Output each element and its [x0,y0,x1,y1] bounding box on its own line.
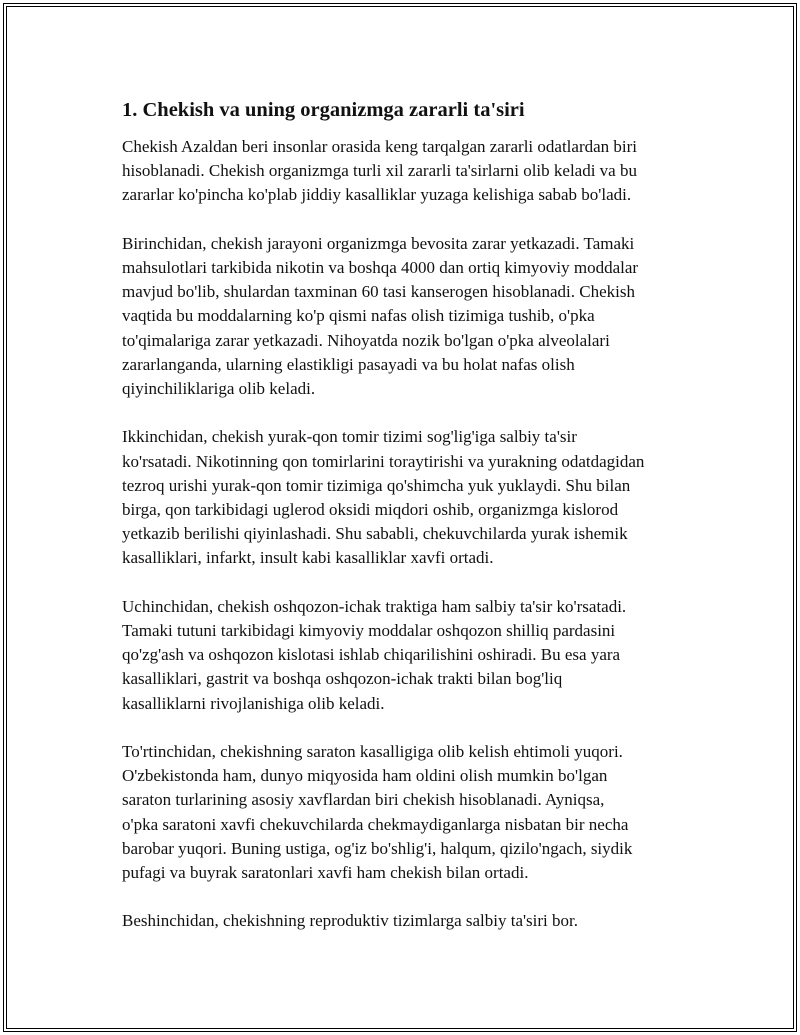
document-page [3,3,797,1032]
text-line: barobar yuqori. Buning ustiga, og'iz bo'shlig'i, halqum, qizilo'ngach, siydik [122,838,633,858]
text-line: kasalliklari, infarkt, insult kabi kasalliklar xavfi ortadi. [122,548,494,568]
text-line: Birinchidan, chekish jarayoni organizmga bevosita zarar yetkazadi. Tamaki [122,233,635,253]
paragraph-intro [122,135,692,208]
text-line: saraton turlarining asosiy xavflardan biri chekish hisoblanadi. Ayniqsa, [122,790,605,810]
text-line: birga, qon tarkibidagi uglerod oksidi miqdori oshib, organizmga kislorod [122,500,619,520]
paragraph-fifth [122,909,692,933]
text-line: Beshinchidan, chekishning reproduktiv tizimlarga salbiy ta'siri bor. [122,911,578,931]
paragraph-fourth [122,740,692,885]
paragraph-first [122,232,692,401]
text-line: O'zbekistonda ham, dunyo miqyosida ham oldini olish mumkin bo'lgan [122,766,608,786]
text-line: yetkazib berilishi qiyinlashadi. Shu sababli, chekuvchilarda yurak ishemik [122,524,628,544]
text-line: zararlanganda, ularning elastikligi pasayadi va bu holat nafas olish [122,354,575,374]
paragraph-third [122,595,692,716]
text-line: kasalliklarni rivojlanishiga olib keladi. [122,693,385,713]
text-line: ko'rsatadi. Nikotinning qon tomirlarini toraytirishi va yurakning odatdagidan [122,451,645,471]
text-line: Uchinchidan, chekish oshqozon-ichak traktiga ham salbiy ta'sir ko'rsatadi. [122,596,627,616]
text-line: mahsulotlari tarkibida nikotin va boshqa 4000 dan ortiq kimyoviy moddalar [122,258,639,277]
text-line: tezroq urishi yurak-qon tomir tizimiga qo'shimcha yuk yuklaydi. Shu bilan [122,475,631,495]
document-body [122,98,692,958]
text-line: To'rtinchidan, chekishning saraton kasalligiga olib kelish ehtimoli yuqori. [122,742,623,762]
text-line: kasalliklari, gastrit va boshqa oshqozon-ichak trakti bilan bog'liq [122,669,563,689]
text-line: zararlar ko'pincha ko'plab jiddiy kasalliklar yuzaga kelishiga sabab bo'ladi. [122,185,632,205]
text-line: qo'zg'ash va oshqozon kislotasi ishlab chiqarilishini oshiradi. Bu esa yara [122,645,621,665]
text-line: hisoblanadi. Chekish organizmga turli xil zararli ta'sirlarni olib keladi va bu [122,161,637,181]
text-line: Tamaki tutuni tarkibidagi kimyoviy moddalar oshqozon shilliq pardasini [122,621,616,641]
text-line: to'qimalariga zarar yetkazadi. Nihoyatda nozik bo'lgan o'pka alveolalari [122,330,610,350]
text-line: qiyinchiliklariga olib keladi. [122,379,316,399]
text-line: mavjud bo'lib, shulardan taxminan 60 tasi kanserogen hisoblanadi. Chekish [122,282,635,302]
text-line: o'pka saratoni xavfi chekuvchilarda chekmaydiganlarga nisbatan bir necha [122,814,629,834]
text-line: pufagi va buyrak saratonlari xavfi ham chekish bilan ortadi. [122,863,529,883]
text-line: vaqtida bu moddalarning ko'p qismi nafas olish tizimiga tushib, o'pka [122,306,595,326]
text-line: Ikkinchidan, chekish yurak-qon tomir tizimi sog'lig'iga salbiy ta'sir [122,427,577,447]
section-heading: 1. Chekish va uning organizmga zararli ta'siri [122,99,525,121]
paragraph-second [122,425,692,570]
text-line: Chekish Azaldan beri insonlar orasida keng tarqalgan zararli odatlardan biri [122,137,638,156]
